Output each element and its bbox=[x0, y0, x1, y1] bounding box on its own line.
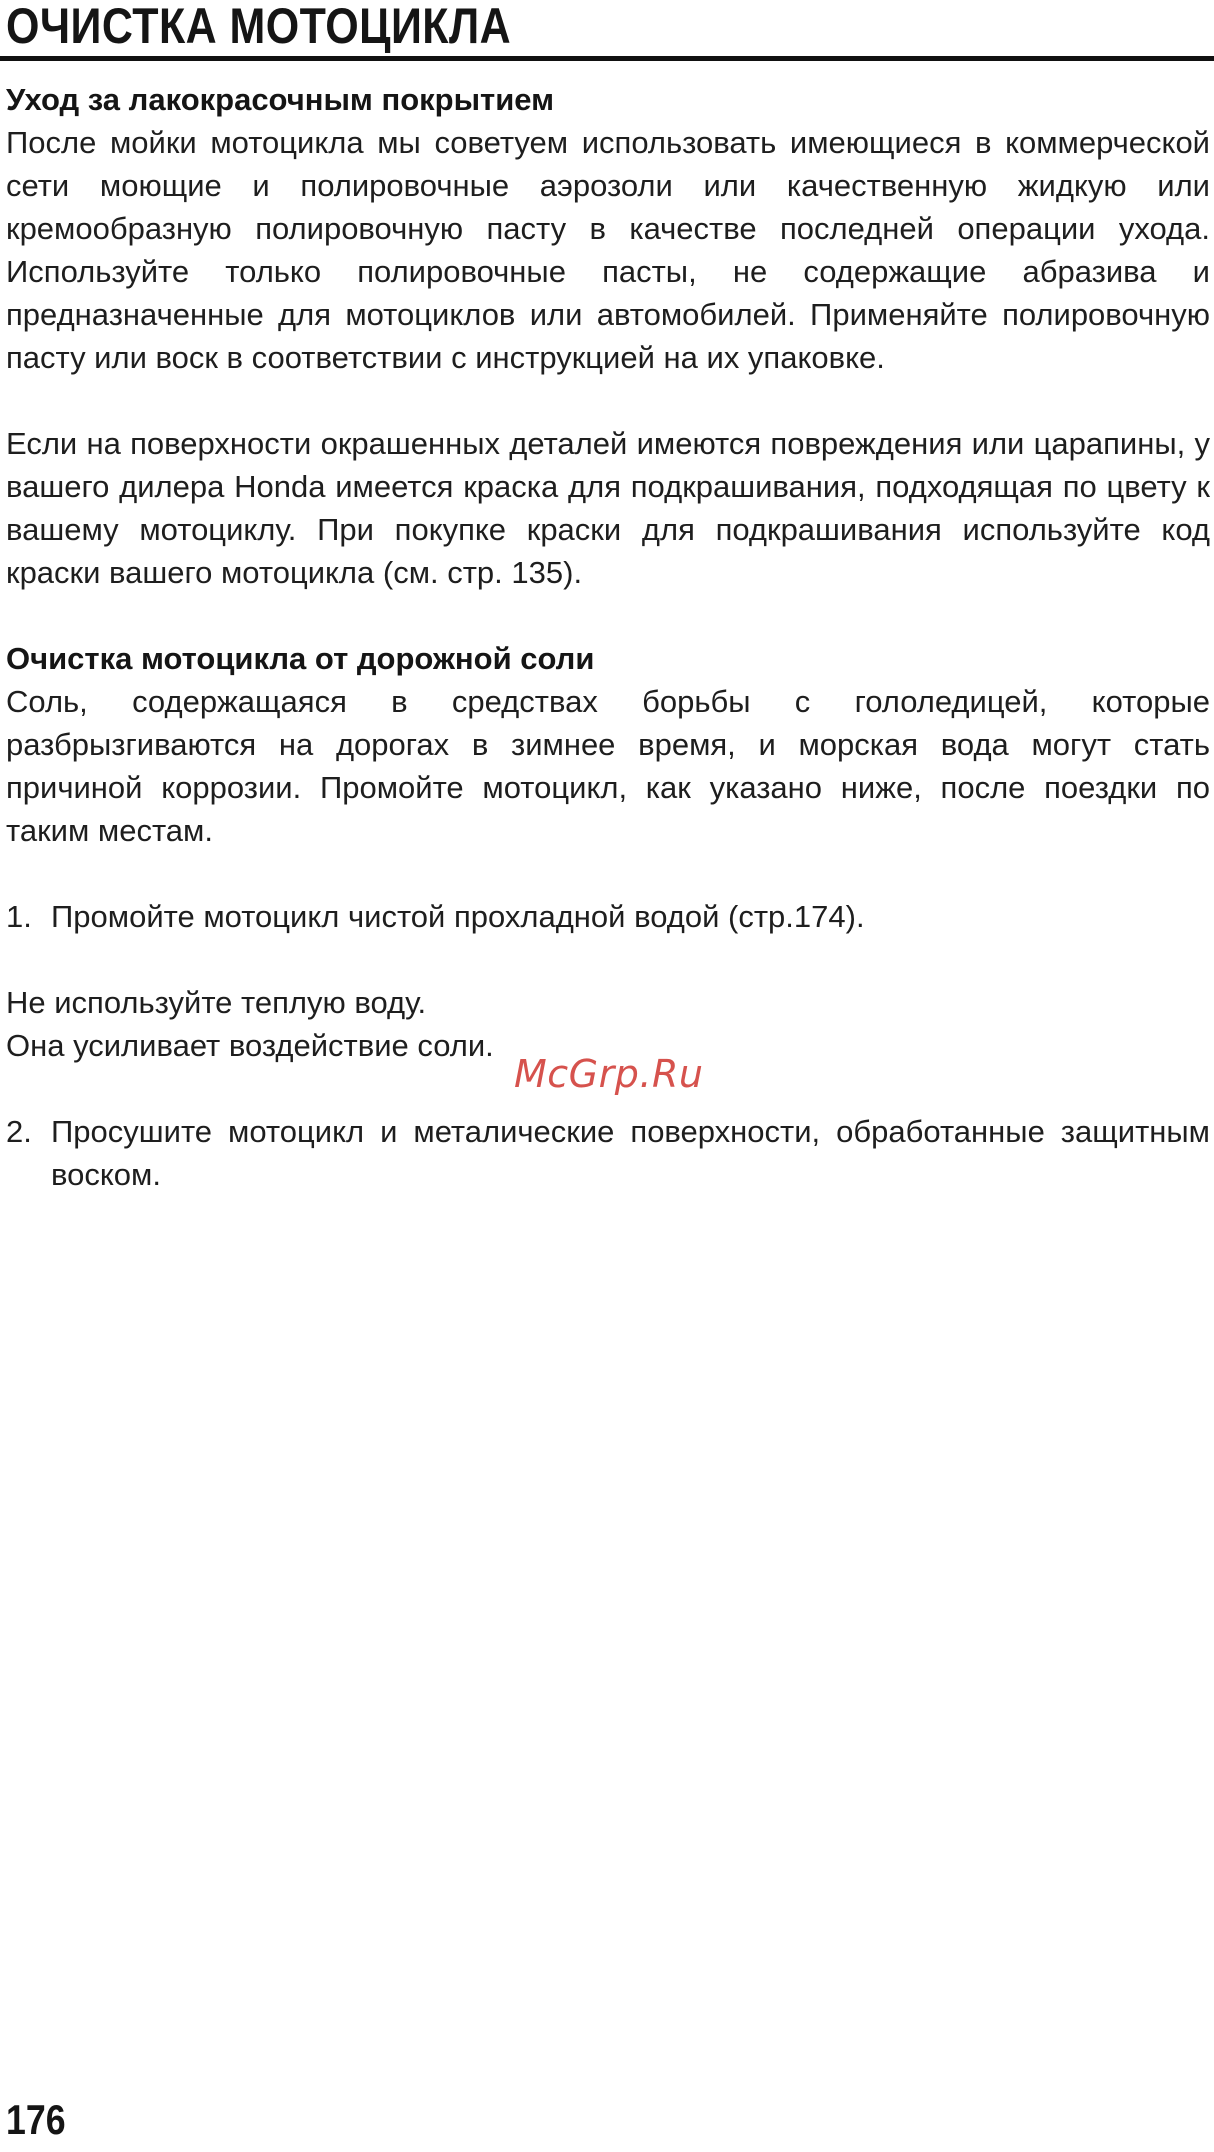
page-content bbox=[6, 78, 1210, 1196]
page-title: ОЧИСТКА МОТОЦИКЛА bbox=[6, 0, 512, 54]
touch-up-paint-paragraph: Если на поверхности окрашенных деталей имеются повреждения или царапины, у вашего дилера Honda имеется краска для подкрашивания, подходящая по цвету к вашему мотоциклу. При покупке краски для подкрашивания используйте код краски вашего мотоцикла (см. стр. 135). bbox=[6, 426, 1210, 590]
note-line: Не используйте теплую воду. bbox=[6, 985, 427, 1020]
list-item bbox=[6, 1110, 1210, 1196]
step-text: Промойте мотоцикл чистой прохладной водой (стр.174). bbox=[51, 899, 865, 934]
road-salt-paragraph: Соль, содержащаяся в средствах борьбы с гололедицей, которые разбрызгиваются на дорогах в зимнее время, и морская вода могут стать причиной коррозии. Промойте мотоцикл, как указано ниже, после поездки по таким местам. bbox=[6, 684, 1210, 848]
list-item bbox=[6, 895, 1210, 938]
step-text: Просушите мотоцикл и металические поверхности, обработанные защитным воском. bbox=[51, 1114, 1210, 1192]
paint-care-paragraph: После мойки мотоцикла мы советуем использовать имеющиеся в коммерческой сети моющие и полировочные аэрозоли или качественную жидкую или кремообразную полировочную пасту в качестве последней операции ухода. Используйте только полировочные пасты, не содержащие абразива и предназначенные для мотоциклов или автомобилей. Применяйте полировочную пасту или воск в соответствии с инструкцией на их упаковке. bbox=[6, 125, 1210, 375]
page-number: 176 bbox=[6, 2096, 66, 2143]
section-heading-paint-care: Уход за лакокрасочным покрытием bbox=[6, 82, 555, 117]
section-heading-road-salt: Очистка мотоцикла от дорожной соли bbox=[6, 641, 595, 676]
title-rule bbox=[0, 56, 1214, 61]
watermark: McGrp.Ru bbox=[514, 1052, 704, 1096]
spacer bbox=[6, 938, 1210, 981]
spacer bbox=[6, 852, 1210, 895]
note-line: Она усиливает воздействие соли. bbox=[6, 1028, 494, 1063]
step-number: 1. bbox=[6, 899, 32, 934]
step-number: 2. bbox=[6, 1114, 32, 1149]
spacer bbox=[6, 379, 1210, 422]
spacer bbox=[6, 594, 1210, 637]
